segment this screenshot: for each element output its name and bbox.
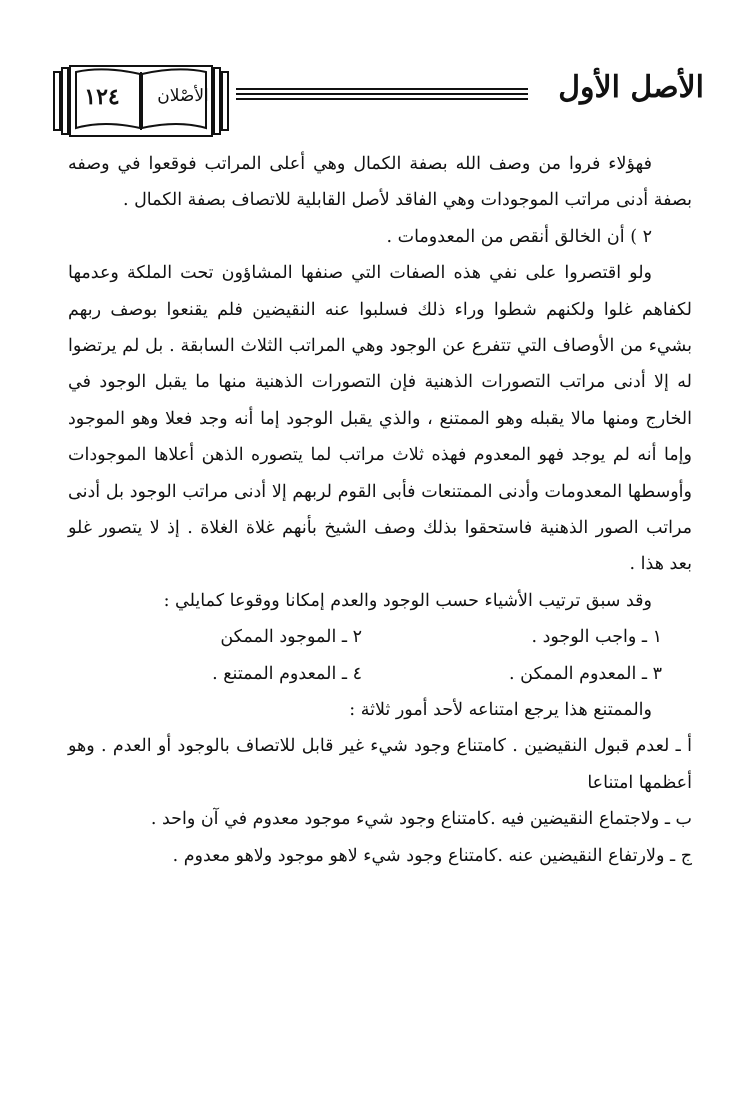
list-item: ١ ـ واجب الوجود .: [531, 627, 662, 648]
list-row: [68, 619, 692, 655]
list-item: ٣ ـ المعدوم الممكن .: [509, 663, 662, 684]
page-content: [68, 146, 692, 874]
paragraph-3: ولو اقتصروا على نفي هذه الصفات التي صنفها المشاؤون تحت الملكة وعدمها لكفاهم غلوا ولكنهم شطوا وراء ذلك فسلبوا عنه النقيضين فلم يقنعوا بوصف ربهم بشيء من الأوصاف التي تتفرع عن الوجود وهي المراتب الثلاث السابقة . بل لم يرتضوا له إلا أدنى مراتب التصورات الذهنية فإن التصورات الذهنية منها ما يقبل الوجود في الخارج ومنها مالا يقبله وهو الممتنع ، والذي يقبل الوجود إما أنه وجد فعلا وهو الموجود وإما أنه لم يوجد فهو المعدوم فهذه ثلاث مراتب لما يتصوره الذهن أعلاها الموجودات وأوسطها المعدومات وأدنى الممتنعات فأبى القوم لربهم إلا أدنى مراتب الوجود بل أدنى مراتب الصور الذهنية فاستحقوا بذلك وصف الشيخ بأنهم غلاة الغلاة . إذ لا يتصور غلو بعد هذا .: [68, 263, 692, 575]
book-title: الأصْلان: [157, 86, 209, 106]
page-header: [52, 62, 708, 140]
item-b: ب ـ ولاجتماع النقيضين فيه .كامتناع وجود شيء موجود معدوم في آن واحد .: [150, 809, 692, 830]
paragraph-1: فهؤلاء فروا من وصف الله بصفة الكمال وهي أعلى المراتب فوقعوا في وصفه بصفة أدنى مراتب الموجودات وهي الفاقد لأصل القابلية للاتصاف بصفة الكمال .: [68, 154, 692, 211]
book-frame-ornament: [52, 62, 230, 140]
list-item: ٤ ـ المعدوم الممتنع .: [212, 663, 362, 684]
ranking-list: [68, 619, 692, 692]
chapter-title: الأصل الأول: [558, 70, 704, 105]
paragraph-4: وقد سبق ترتيب الأشياء حسب الوجود والعدم إمكانا ووقوعا كمايلي :: [163, 590, 652, 611]
item-c: ج ـ ولارتفاع النقيضين عنه .كامتناع وجود شيء لاهو موجود ولاهو معدوم .: [172, 845, 692, 866]
header-rule: [236, 88, 528, 102]
paragraph-5: والممتنع هذا يرجع امتناعه لأحد أمور ثلاثة :: [349, 700, 652, 721]
paragraph-2: ٢ ) أن الخالق أنقص من المعدومات .: [386, 226, 652, 247]
page-number: ١٢٤: [84, 84, 120, 110]
item-a: أ ـ لعدم قبول النقيضين . كامتناع وجود شيء غير قابل للاتصاف بالوجود أو العدم . وهو أعظمها امتناعا: [68, 736, 692, 793]
list-item: ٢ ـ الموجود الممكن: [220, 627, 362, 648]
list-row: [68, 656, 692, 692]
